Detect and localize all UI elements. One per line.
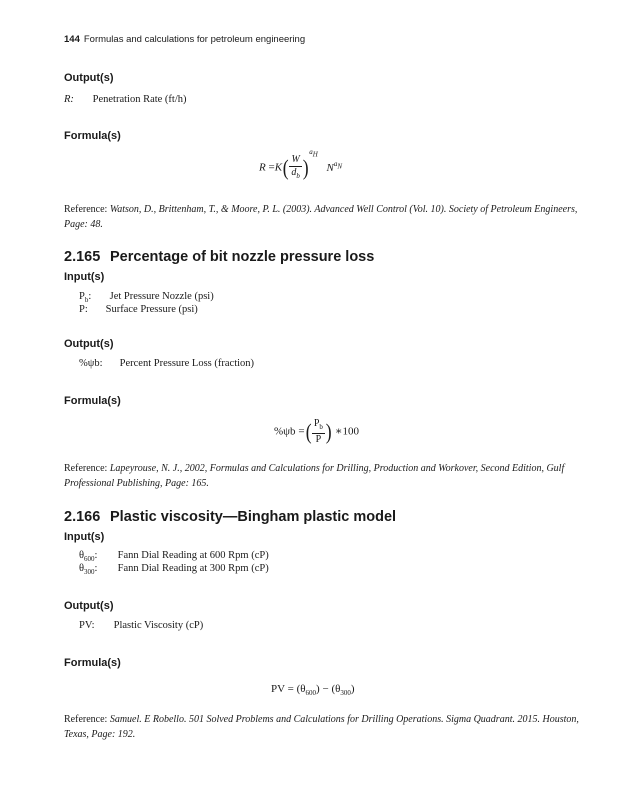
section-title: Percentage of bit nozzle pressure loss: [110, 249, 375, 265]
output-variable: %ψb: Percent Pressure Loss (fraction): [79, 358, 255, 369]
input-heading: Input(s): [64, 531, 105, 543]
reference: Reference: Lapeyrouse, N. J., 2002, Formulas and Calculations for Drilling, Production and Workover, Second Edition, Gulf Professional Publishing, Page: 165.: [64, 463, 565, 489]
book-title: Formulas and calculations for petroleum engineering: [83, 34, 306, 45]
input-heading: Input(s): [64, 271, 105, 283]
formula-rop: R =K( $\frac{W}{d_b}$ )$^{a_H}$ $N^{a_N}$: [259, 147, 343, 180]
output-heading: Output(s): [64, 72, 114, 84]
output-variable: [64, 94, 187, 105]
section-heading: [64, 249, 374, 265]
output-description: Penetration Rate (ft/h): [92, 94, 187, 105]
output-heading: Output(s): [64, 338, 114, 350]
formula-plastic-viscosity: PV = $(\theta_{600}) - (\theta_{300})$: [271, 683, 355, 698]
output-symbol: R:: [64, 94, 74, 105]
input-variable: $\theta_{600}$: Fann Dial Reading at 600 Rpm (cP): [79, 550, 269, 564]
formula-heading: Formula(s): [64, 657, 121, 669]
input-variable: P: Surface Pressure (psi): [79, 304, 198, 315]
output-variable: PV: Plastic Viscosity (cP): [79, 620, 204, 631]
formula-fraction: $\frac{W}{d_b}$: [291, 154, 300, 180]
formula-heading: Formula(s): [64, 130, 121, 142]
section-number: 2.166: [64, 509, 101, 525]
formula-n: N: [326, 161, 334, 174]
section-heading: [64, 509, 396, 525]
input-variable: $P_b$: Jet Pressure Nozzle (psi): [79, 291, 214, 305]
section-number: 2.165: [64, 249, 101, 265]
running-head: [64, 34, 305, 45]
formula-lhs: R: [259, 161, 266, 174]
formula-equals: =: [268, 161, 275, 174]
output-heading: Output(s): [64, 600, 114, 612]
formula-k: K: [274, 161, 283, 174]
reference: Reference: Watson, D., Brittenham, T., & Moore, P. L. (2003). Advanced Well Control (Vol. 10). Society of Petroleum Engineers, Page: 48.: [64, 204, 578, 230]
section-title: Plastic viscosity—Bingham plastic model: [110, 509, 397, 525]
reference: Reference: Samuel. E Robello. 501 Solved Problems and Calculations for Drilling Operations. Sigma Quadrant. 2015. Houston, Texas, Page: 192.: [64, 714, 579, 740]
input-variable: $\theta_{300}$: Fann Dial Reading at 300 Rpm (cP): [79, 563, 269, 577]
page-number: 144: [64, 34, 80, 45]
formula-pressure-loss: %ψb =( $\frac{P_b}{P}$ ) ∗100: [274, 418, 359, 445]
formula-heading: Formula(s): [64, 395, 121, 407]
